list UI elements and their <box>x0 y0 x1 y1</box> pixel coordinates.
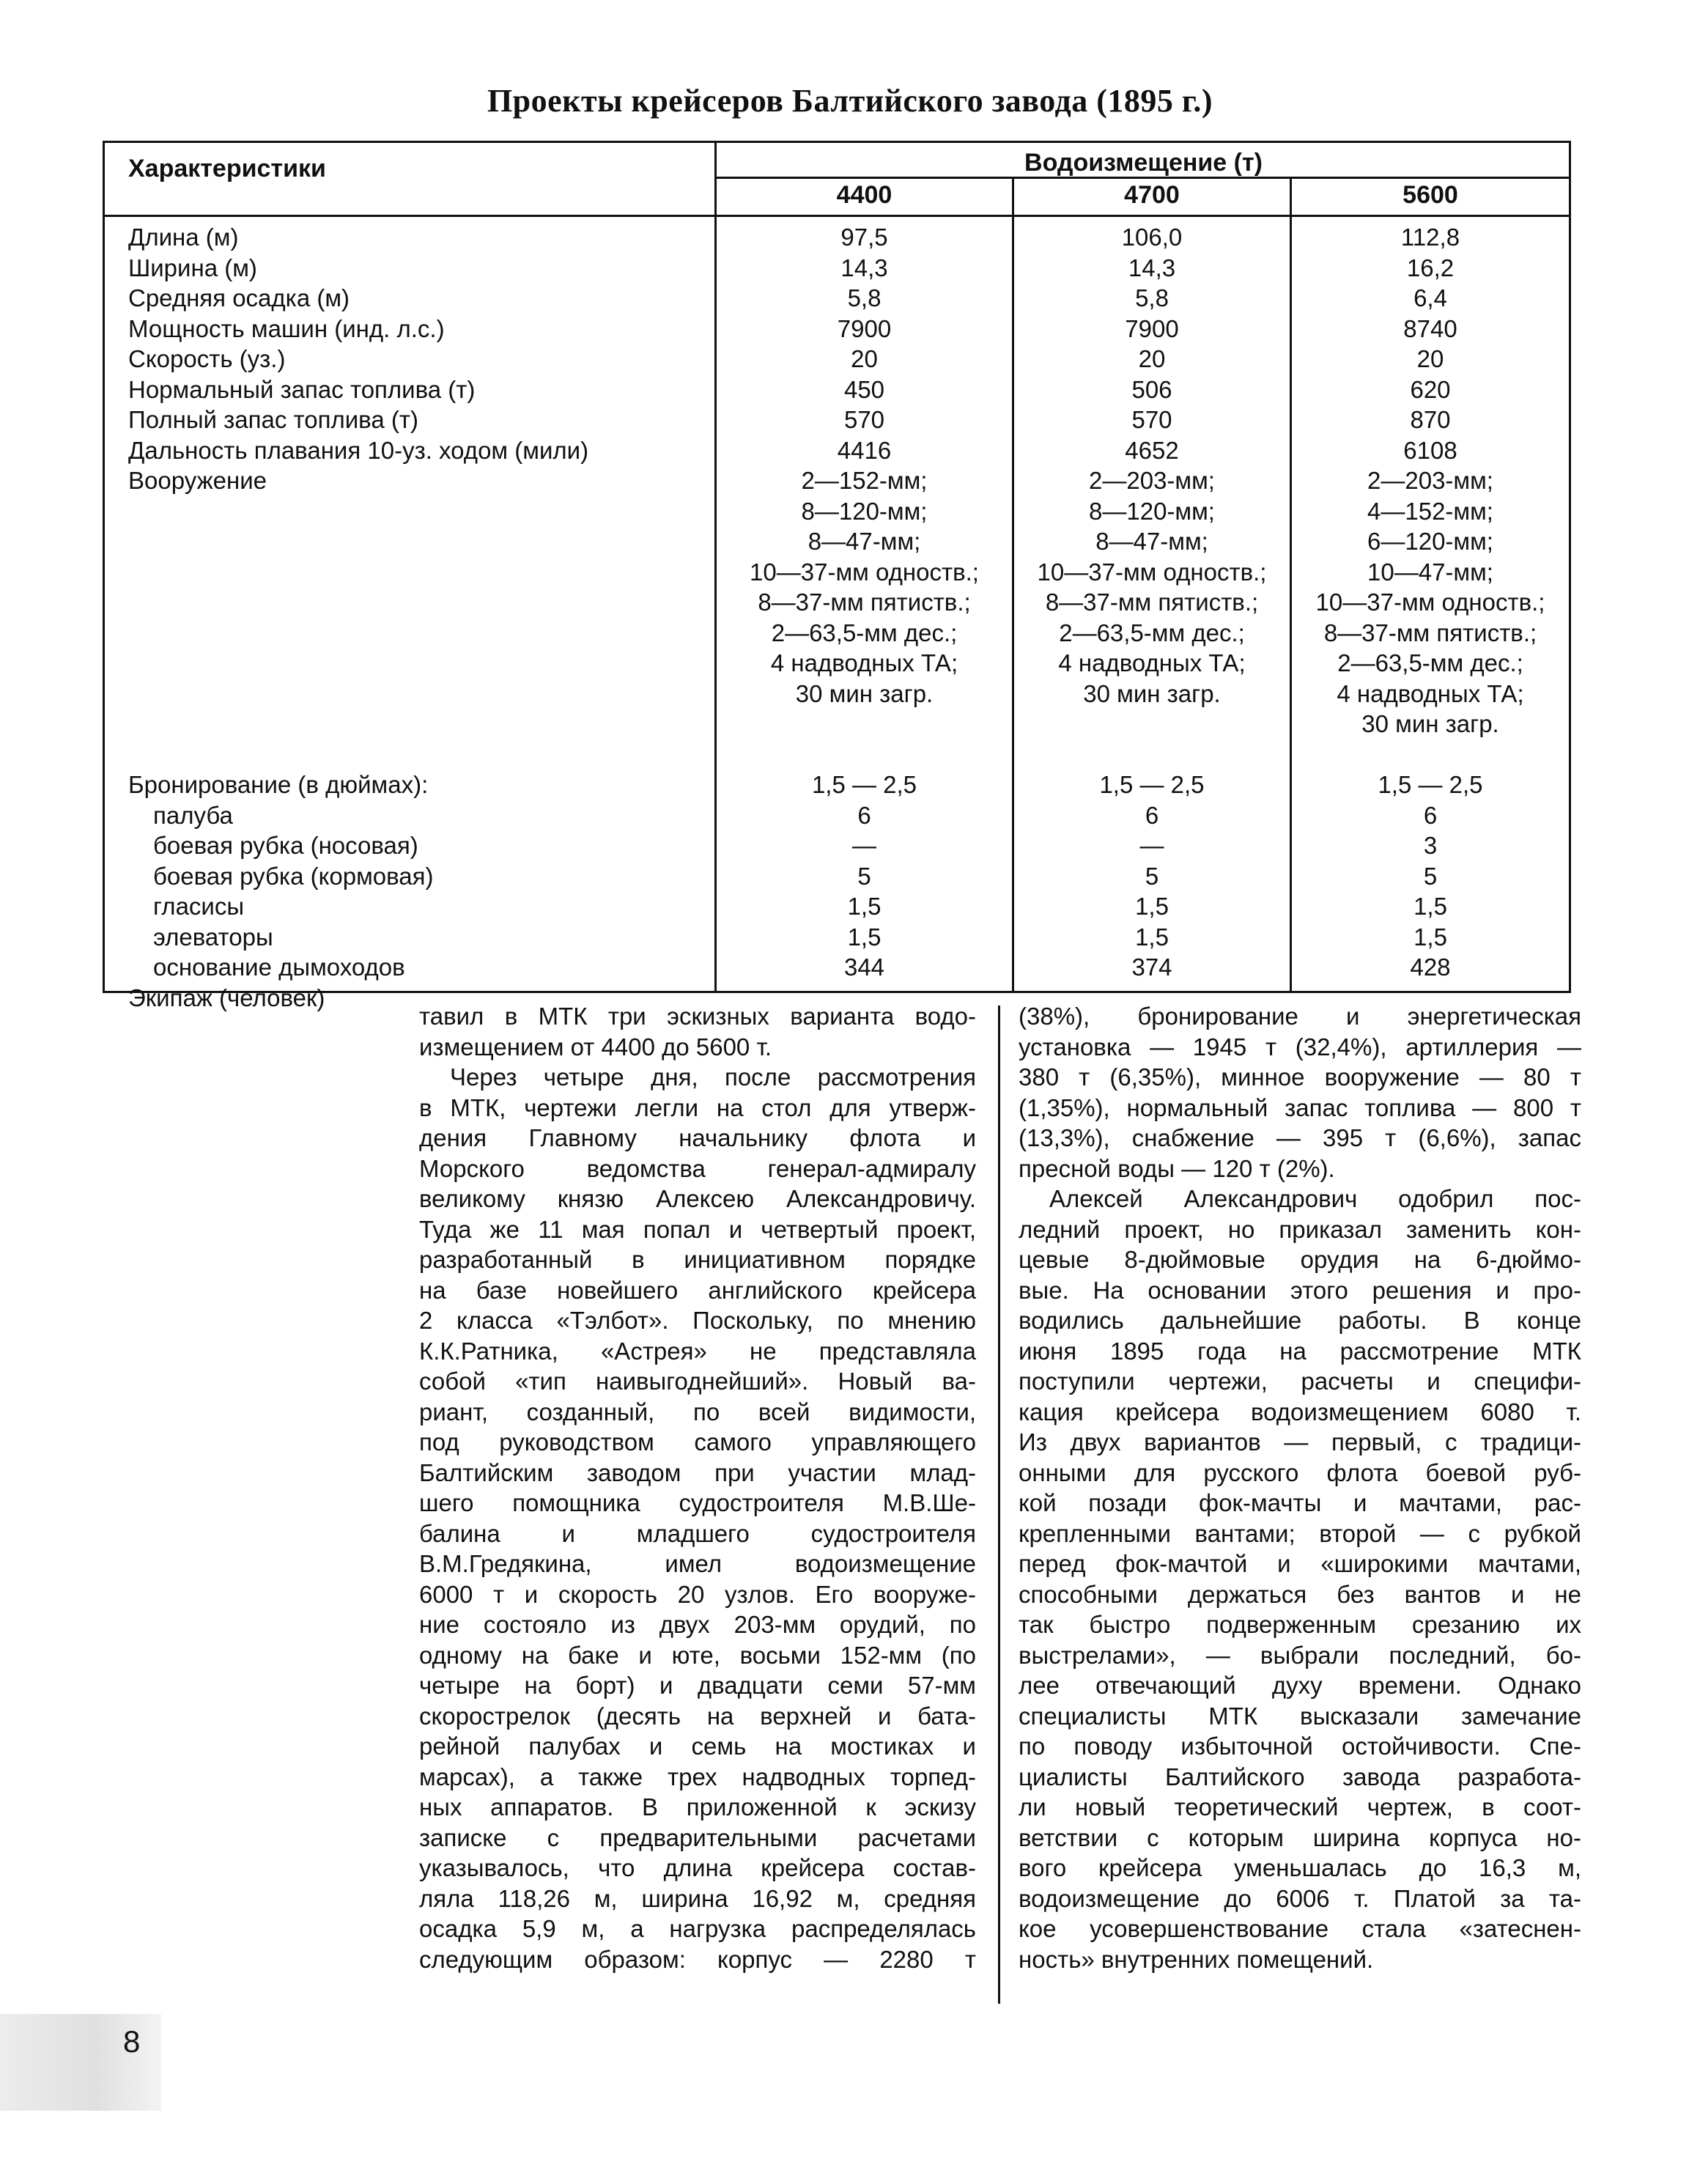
text-line: ность» внутренних помещений. <box>1019 1945 1374 1973</box>
label-row: Вооружение <box>128 467 267 494</box>
table-cell: 2—203-мм; <box>1089 467 1215 494</box>
table-cell: 6108 <box>1403 436 1457 464</box>
label-row: Длина (м) <box>128 224 239 251</box>
text-line: риант, созданный, по всей видимости, <box>419 1398 976 1425</box>
values-column-4400 <box>717 222 1012 983</box>
table-cell: 8—47-мм; <box>1095 528 1208 555</box>
text-line: К.К.Ратника, «Астрея» не представляла <box>419 1337 976 1365</box>
label-row: Нормальный запас топлива (т) <box>128 375 476 403</box>
label-row: палуба <box>153 801 233 829</box>
table-cell: 1,5 <box>847 893 882 920</box>
table-cell: 8—37-мм пятиств.; <box>1045 589 1259 616</box>
text-line: собой «тип наивыгоднейший». Новый ва- <box>419 1368 976 1395</box>
text-line: дения Главному начальнику флота и <box>419 1124 976 1151</box>
text-line: способными держаться без вантов и не <box>1019 1580 1581 1608</box>
text-line: разработанный в инициативном порядке <box>419 1246 976 1273</box>
label-row: Ширина (м) <box>128 254 257 281</box>
table-cell: 450 <box>843 375 885 403</box>
table-cell: 1,5 <box>1135 893 1169 920</box>
text-line: Через четыре дня, после рассмотрения <box>450 1063 976 1091</box>
table-cell: 1,5 <box>847 923 882 951</box>
text-line: осадка 5,9 м, а нагрузка распределялась <box>419 1915 976 1942</box>
text-line: марсах), а также трех надводных торпед- <box>419 1763 976 1790</box>
table-cell: 4 надводных ТА; <box>1337 679 1524 707</box>
text-line: рейной палубах и семь на мостиках и <box>419 1733 976 1760</box>
label-row: Скорость (уз.) <box>128 345 286 372</box>
table-cell: 8—37-мм пятиств.; <box>1323 619 1537 646</box>
table-cell: 570 <box>843 406 885 433</box>
text-line: лее отвечающий духу времени. Однако <box>1019 1672 1581 1699</box>
table-cell: 2—63,5-мм дес.; <box>1059 619 1245 646</box>
text-line: четыре на борт) и двадцати семи 57-мм <box>419 1672 976 1699</box>
text-line: цевые 8-дюймовые орудия на 6-дюймо- <box>1019 1246 1581 1273</box>
table-cell: 2—203-мм; <box>1367 467 1493 494</box>
header-rule-bottom <box>105 215 1569 217</box>
table-cell: 8—47-мм; <box>808 528 921 555</box>
table-cell: 6 <box>1145 801 1159 829</box>
text-line: Морского ведомства генерал-адмиралу <box>419 1154 976 1182</box>
table-cell: 1,5 <box>1413 893 1447 920</box>
table-cell: — <box>1139 832 1164 859</box>
text-line: скорострелок (десять на верхней и бата- <box>419 1702 976 1730</box>
values-column-5600 <box>1292 222 1569 983</box>
table-cell: 5 <box>857 862 871 890</box>
table-cell: 10—37-мм одноств.; <box>1315 589 1545 616</box>
text-line: специалисты МТК высказали замечание <box>1019 1702 1581 1730</box>
table-cell: 30 мин загр. <box>795 679 934 707</box>
table-cell: 4—152-мм; <box>1367 497 1493 525</box>
text-line: 380 т (6,35%), минное вооружение — 80 т <box>1019 1063 1581 1091</box>
text-line: перед фок-мачтой и «широкими мачтами, <box>1019 1550 1581 1577</box>
text-column-right <box>1019 1001 1581 1974</box>
label-row: основание дымоходов <box>153 953 405 981</box>
table-cell: 8—120-мм; <box>1089 497 1215 525</box>
text-line: в МТК, чертежи легли на стол для утверж- <box>419 1093 976 1121</box>
table-cell: 5,8 <box>847 284 882 311</box>
header-col-4700: 4700 <box>1124 181 1180 209</box>
table-cell: 1,5 <box>1135 923 1169 951</box>
table-cell: — <box>852 832 876 859</box>
label-row: Экипаж (человек) <box>128 984 325 1011</box>
text-column-left <box>419 1001 976 1974</box>
text-line: ние состояло из двух 203-мм орудий, по <box>419 1611 976 1638</box>
table-cell: 506 <box>1131 375 1172 403</box>
table-cell: 5,8 <box>1135 284 1169 311</box>
table-cell: 97,5 <box>840 224 888 251</box>
table-cell: 374 <box>1131 953 1172 981</box>
label-row: боевая рубка (носовая) <box>153 832 418 859</box>
label-row: боевая рубка (кормовая) <box>153 862 434 890</box>
table-cell: 2—152-мм; <box>801 467 928 494</box>
table-cell: 10—37-мм одноств.; <box>1037 558 1267 586</box>
table-cell: 112,8 <box>1400 224 1460 251</box>
text-line: вого крейсера уменьшалась до 16,3 м, <box>1019 1854 1581 1881</box>
text-line: великому князю Алексею Александровичу. <box>419 1185 976 1212</box>
label-row: Полный запас топлива (т) <box>128 406 418 433</box>
table-cell: 2—63,5-мм дес.; <box>1337 649 1523 676</box>
text-line: указывалось, что длина крейсера состав- <box>419 1854 976 1881</box>
text-line: ледний проект, но приказал заменить кон- <box>1019 1215 1581 1243</box>
table-cell: 4652 <box>1125 436 1179 464</box>
text-line: (1,35%), нормальный запас топлива — 800 т <box>1019 1093 1581 1121</box>
table-cell: 428 <box>1410 953 1451 981</box>
text-line: ляла 118,26 м, ширина 16,92 м, средняя <box>419 1884 976 1912</box>
text-line: поступили чертежи, расчеты и специфи- <box>1019 1368 1581 1395</box>
table-cell: 5 <box>1423 862 1438 890</box>
table-cell: 4416 <box>837 436 892 464</box>
text-line: тавил в МТК три эскизных варианта водо- <box>419 1003 976 1030</box>
text-line: В.М.Гредякина, имел водоизмещение <box>419 1550 976 1577</box>
label-row: Дальность плавания 10-уз. ходом (мили) <box>128 436 589 464</box>
column-divider <box>998 1006 1000 2004</box>
table-cell: 30 мин загр. <box>1083 679 1221 707</box>
label-row: Средняя осадка (м) <box>128 284 350 311</box>
table-cell: 8—37-мм пятиств.; <box>758 589 971 616</box>
header-col-5600: 5600 <box>1402 181 1458 209</box>
text-line: шего помощника судостроителя М.В.Ше- <box>419 1489 976 1516</box>
text-line: балина и младшего судостроителя <box>419 1519 976 1547</box>
labels-column <box>128 222 588 1013</box>
table-cell: 6—120-мм; <box>1367 528 1493 555</box>
table-cell: 4 надводных ТА; <box>770 649 958 676</box>
table-cell: 7900 <box>837 314 892 342</box>
text-line: так быстро подверженным срезанию их <box>1019 1611 1581 1638</box>
table-cell: 20 <box>1416 345 1444 372</box>
text-line: ветствии с которым ширина корпуса но- <box>1019 1823 1581 1851</box>
table-cell: 1,5 — 2,5 <box>1378 771 1483 798</box>
text-line: кое усовершенствование стала «затеснен- <box>1019 1915 1581 1942</box>
text-line: ных аппаратов. В приложенной к эскизу <box>419 1793 976 1820</box>
label-row: элеваторы <box>153 923 273 951</box>
table-cell: 106,0 <box>1121 224 1183 251</box>
table-cell: 1,5 — 2,5 <box>811 771 917 798</box>
table-cell: 20 <box>1138 345 1166 372</box>
table-cell: 7900 <box>1125 314 1179 342</box>
text-line: кой позади фок-мачты и мачтами, рас- <box>1019 1489 1581 1516</box>
table-cell: 2—63,5-мм дес.; <box>771 619 958 646</box>
table-cell: 5 <box>1145 862 1159 890</box>
label-row: Бронирование (в дюймах): <box>128 771 429 798</box>
cruiser-projects-table <box>103 141 1571 1011</box>
text-line: водились дальнейшие работы. В конце <box>1019 1307 1581 1334</box>
text-line: (38%), бронирование и энергетическая <box>1019 1003 1581 1030</box>
table-cell: 4 надводных ТА; <box>1058 649 1246 676</box>
text-line: ли новый теоретический чертеж, в соот- <box>1019 1793 1581 1820</box>
table-cell: 10—37-мм одноств.; <box>750 558 979 586</box>
text-line: Алексей Александрович одобрил пос- <box>1049 1185 1581 1212</box>
text-line: измещением от 4400 до 5600 т. <box>419 1033 772 1060</box>
header-characteristics: Характеристики <box>128 155 326 182</box>
text-line: следующим образом: корпус — 2280 т <box>419 1945 976 1973</box>
text-line: записке с предварительными расчетами <box>419 1823 976 1851</box>
text-line: одному на баке и юте, восьми 152-мм (по <box>419 1641 976 1669</box>
text-line: циалисты Балтийского завода разработа- <box>1019 1763 1581 1790</box>
text-line: под руководством самого управляющего <box>419 1428 976 1456</box>
header-displacement: Водоизмещение (т) <box>1024 149 1263 177</box>
table-cell: 14,3 <box>1128 254 1176 281</box>
text-line: пресной воды — 120 т (2%). <box>1019 1154 1335 1182</box>
text-line: водоизмещение до 6006 т. Платой за та- <box>1019 1884 1581 1912</box>
table-cell: 1,5 <box>1413 923 1447 951</box>
text-line: установка — 1945 т (32,4%), артиллерия — <box>1019 1033 1581 1060</box>
table-cell: 344 <box>843 953 885 981</box>
text-line: выстрелами», — выбрали последний, бо- <box>1019 1641 1581 1669</box>
table-title: Проекты крейсеров Балтийского завода (1895 г.) <box>487 83 1213 119</box>
text-line: онными для русского флота боевой руб- <box>1019 1458 1581 1486</box>
table-cell: 1,5 — 2,5 <box>1099 771 1205 798</box>
page-number: 8 <box>123 2024 141 2059</box>
table-cell: 14,3 <box>840 254 888 281</box>
text-line: на базе новейшего английского крейсера <box>419 1276 976 1304</box>
table-cell: 8740 <box>1403 314 1457 342</box>
table-cell: 20 <box>851 345 878 372</box>
label-row: гласисы <box>153 893 245 920</box>
text-line: кация крейсера водоизмещением 6080 т. <box>1019 1398 1581 1425</box>
table-cell: 6,4 <box>1413 284 1447 311</box>
table-cell: 6 <box>1423 801 1438 829</box>
label-row: Мощность машин (инд. л.с.) <box>128 314 445 342</box>
values-column-4700 <box>1014 222 1290 983</box>
text-line: Из двух вариантов — первый, с традици- <box>1019 1428 1581 1456</box>
text-line: Туда же 11 мая попал и четвертый проект, <box>419 1215 976 1243</box>
text-line: по поводу избыточной остойчивости. Спе- <box>1019 1733 1581 1760</box>
table-cell: 30 мин загр. <box>1361 710 1499 737</box>
table-cell: 8—120-мм; <box>801 497 928 525</box>
text-line: крепленными вантами; второй — с рубкой <box>1019 1519 1581 1547</box>
header-col-4400: 4400 <box>836 181 892 209</box>
text-line: вые. На основании этого решения и про- <box>1019 1276 1581 1304</box>
text-line: 2 класса «Тэлбот». Поскольку, по мнению <box>419 1307 976 1334</box>
table-cell: 620 <box>1410 375 1451 403</box>
table-cell: 16,2 <box>1406 254 1455 281</box>
text-line: Балтийским заводом при участии млад- <box>419 1458 976 1486</box>
text-line: 6000 т и скорость 20 узлов. Его вооруже- <box>419 1580 976 1608</box>
table-cell: 870 <box>1410 406 1451 433</box>
table-cell: 570 <box>1131 406 1172 433</box>
text-line: июня 1895 года на рассмотрение МТК <box>1019 1337 1581 1365</box>
table-cell: 6 <box>857 801 871 829</box>
table-cell: 3 <box>1423 832 1438 859</box>
table-cell: 10—47-мм; <box>1367 558 1493 586</box>
text-line: (13,3%), снабжение — 395 т (6,6%), запас <box>1019 1124 1581 1151</box>
